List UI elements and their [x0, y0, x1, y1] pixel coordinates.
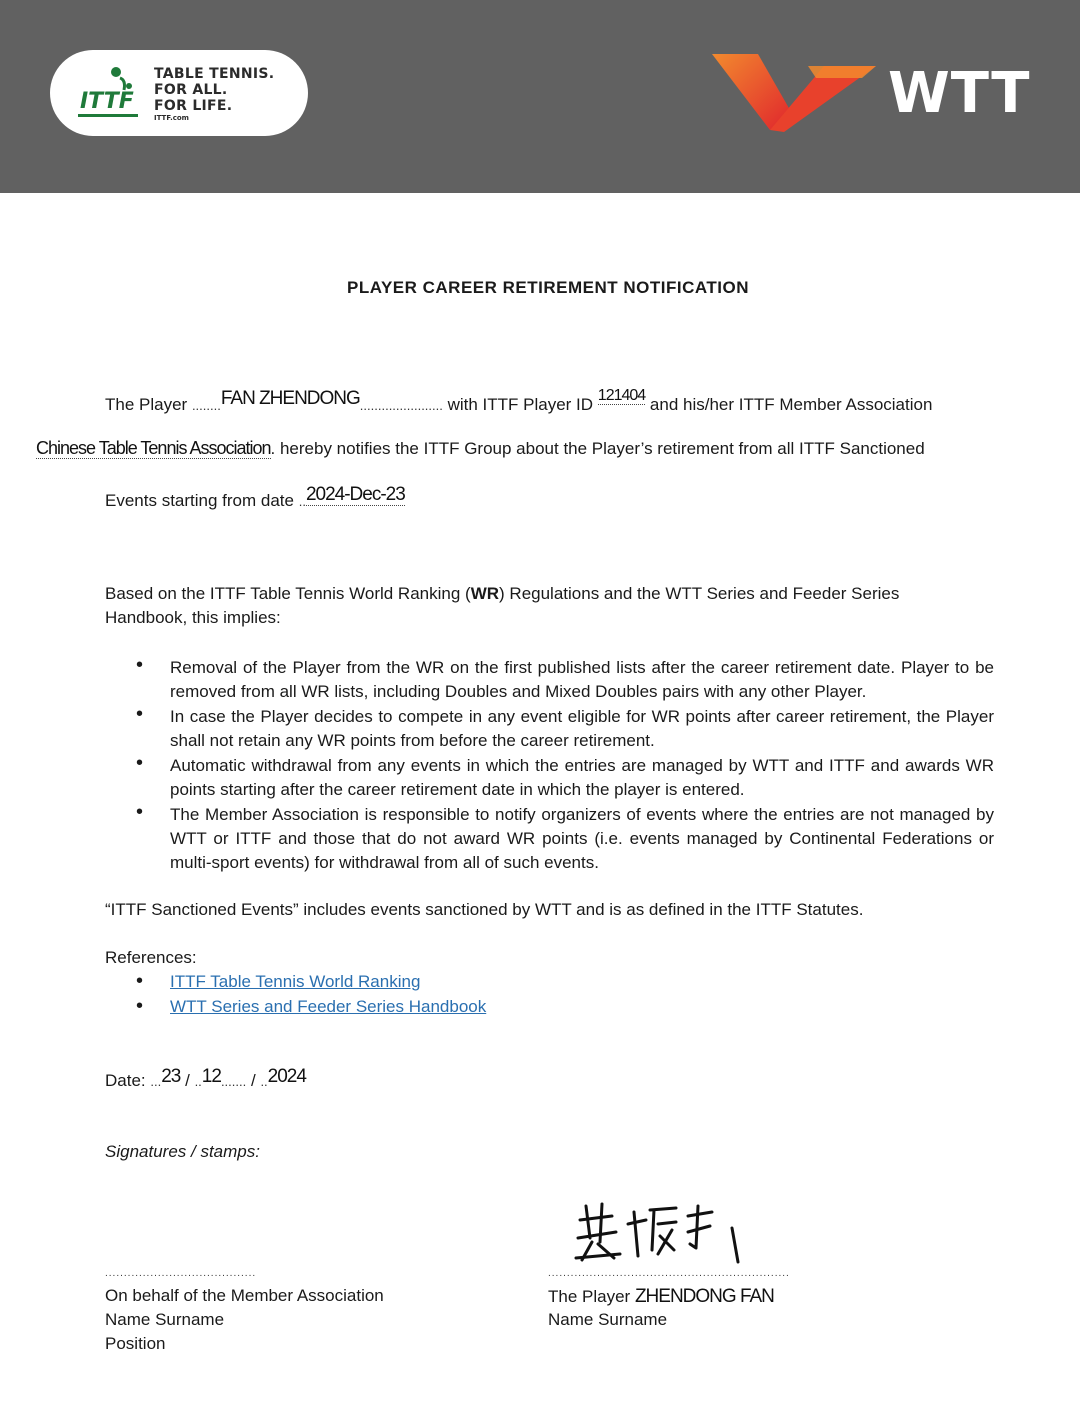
left-sig-line-3: Position — [105, 1334, 166, 1353]
dotted-fill: .. — [260, 1074, 268, 1089]
document-title: PLAYER CAREER RETIREMENT NOTIFICATION — [347, 278, 749, 297]
ittf-logo-icon — [76, 64, 152, 122]
player-signed-name: ZHENDONG FAN — [634, 1286, 774, 1307]
left-sig-line-1: On behalf of the Member Association — [105, 1286, 384, 1305]
date-month-value: 12 — [201, 1066, 221, 1087]
ittf-tagline — [154, 66, 274, 114]
sanctioned-events-note: “ITTF Sanctioned Events” includes events sanctioned by WTT and is as defined in the ITTF Statutes. — [105, 900, 864, 919]
ittf-logo-badge — [50, 50, 308, 136]
association-value: Chinese Table Tennis Association — [36, 438, 271, 458]
references-label: References: — [105, 948, 197, 967]
based-on-line-2: Handbook, this implies: — [105, 608, 281, 627]
ittf-world-ranking-link[interactable]: ITTF Table Tennis World Ranking — [170, 972, 421, 991]
ittf-tagline-line: FOR ALL. — [154, 82, 228, 98]
date-year-value: 2024 — [267, 1066, 306, 1087]
wtt-logo-text: WTT — [888, 61, 1031, 126]
bullet-dot: • — [136, 703, 144, 725]
dotted-fill: ... — [150, 1074, 162, 1089]
intro-line-1 — [105, 387, 933, 416]
based-on-text: Based on the ITTF Table Tennis World Ranking ( — [105, 584, 471, 603]
intro-text: with ITTF Player ID — [442, 395, 598, 414]
header-bar — [0, 0, 1080, 193]
ittf-url: ITTF.com — [154, 114, 189, 122]
date-separator: / — [250, 1071, 256, 1090]
wtt-logo-mark-icon — [712, 52, 880, 134]
player-label: The Player — [548, 1287, 631, 1306]
intro-text: and his/her ITTF Member Association — [645, 395, 933, 414]
player-signature-line: ................................................................ — [548, 1268, 790, 1279]
dotted-fill: ....... — [220, 1074, 247, 1089]
right-sig-line-1 — [548, 1286, 774, 1308]
date-label: Date: — [105, 1071, 146, 1090]
intro-line-2 — [36, 438, 925, 459]
dotted-fill: ........ — [191, 398, 221, 413]
bullet-dot: • — [136, 801, 144, 823]
bullet-dot: • — [136, 654, 144, 676]
dotted-fill: .. — [194, 1074, 202, 1089]
intro-text: . hereby notifies the ITTF Group about the Player’s retirement from all ITTF Sanctioned — [270, 439, 925, 458]
bullet-item: Automatic withdrawal from any events in which the entries are managed by WTT and ITTF and awards WR points starting after the career retirement date in which the player is entered. — [170, 756, 994, 799]
right-sig-line-2: Name Surname — [548, 1310, 668, 1329]
date-line — [105, 1066, 306, 1092]
intro-text: The Player — [105, 395, 192, 414]
date-day-value: 23 — [161, 1066, 181, 1087]
dotted-fill: ....................... — [359, 398, 443, 413]
intro-text: Events starting from date — [105, 491, 299, 510]
player-name-value: FAN ZHENDONG — [220, 388, 360, 409]
based-on-line-1 — [105, 584, 899, 604]
date-separator: / — [185, 1071, 190, 1090]
bullet-dot: • — [136, 752, 144, 774]
ittf-tagline-line: TABLE TENNIS. — [154, 66, 275, 82]
wr-abbrev: WR — [470, 584, 500, 603]
intro-line-3 — [105, 484, 405, 512]
bullet-item: The Member Association is responsible to notify organizers of events where the entries are not managed by WTT or ITTF and those that do not award WR points (i.e. events managed by Continental Federations or multi-sport events) for withdrawal from all of such events. — [170, 805, 994, 872]
player-signature — [572, 1198, 756, 1270]
bullet-dot: • — [136, 970, 144, 992]
ittf-tagline-line: FOR LIFE. — [154, 98, 233, 114]
left-sig-line-2: Name Surname — [105, 1310, 225, 1329]
wtt-handbook-link[interactable]: WTT Series and Feeder Series Handbook — [170, 997, 487, 1016]
bullet-item: In case the Player decides to compete in any event eligible for WR points after career retirement, the Player shall not retain any WR points from before the career retirement. — [170, 707, 994, 750]
member-association-signature-line: ........................................ — [105, 1268, 257, 1279]
player-id-value: 121404 — [597, 387, 646, 404]
based-on-text: ) Regulations and the WTT Series and Feeder Series — [499, 584, 900, 603]
signatures-label: Signatures / stamps: — [105, 1142, 260, 1161]
start-date-value: 2024-Dec-23 — [305, 484, 405, 505]
bullet-item: Removal of the Player from the WR on the first published lists after the career retirement date. Player to be removed from all WR lists, including Doubles and Mixed Doubles pairs with any other Player. — [170, 658, 994, 701]
dotted-fill: .. — [298, 494, 306, 509]
ittf-logo-text: ITTF — [80, 89, 134, 114]
bullet-dot: • — [136, 995, 144, 1017]
